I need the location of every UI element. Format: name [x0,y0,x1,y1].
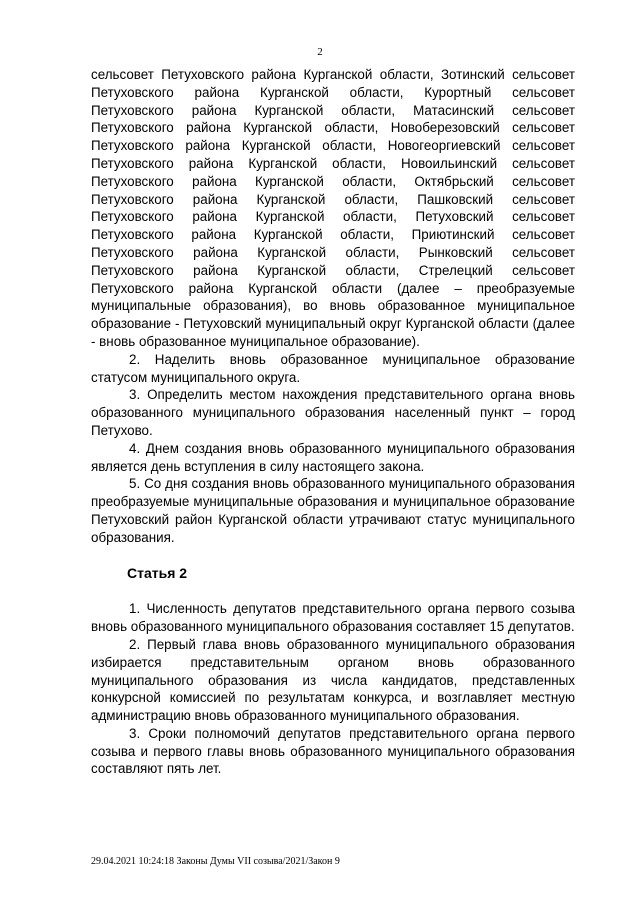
paragraph-item-3: 3. Определить местом нахождения представительного органа вновь образованного муниципального образования населенный пункт – город Петухово. [91,387,575,438]
paragraph-item-4: 4. Днем создания вновь образованного муниципального образования является день вступления в силу настоящего закона. [91,440,575,474]
article2-item-2: 2. Первый глава вновь образованного муниципального образования избирается представительным органом вновь образованного муниципального образования из числа кандидатов, представленных конкурсной комиссией по результатам конкурса, и возглавляет местную администрацию вновь образованного муниципального образования. [91,636,575,724]
article2-item-1: 1. Численность депутатов представительного органа первого созыва вновь образованного муниципального образования составляет 15 депутатов. [91,601,575,635]
document-body [91,66,575,778]
document-footer: 29.04.2021 10:24:18 Законы Думы VII созыва/2021/Закон 9 [91,856,340,867]
article2-item-3: 3. Сроки полномочий депутатов представительного органа первого созыва и первого главы вновь образованного муниципального образования составляют пять лет. [91,725,575,777]
paragraph-continuation: сельсовет Петуховского района Курганской области, Зотинский сельсовет Петуховского района Курганской области, Курортный сельсовет Петуховского района Курганской области, Матасинский сельсовет Петуховского района Курганской области, Новоберезовский сельсовет Петуховского района Курганской области, Новогеоргиевский сельсовет Петуховского района Курганской области, Новоильинский сельсовет Петуховского района Курганской области, Октябрьский сельсовет Петуховского района Курганской области, Пашковский сельсовет Петуховского района Курганской области, Петуховский сельсовет Петуховского района Курганской области, Приютинский сельсовет Петуховского района Курганской области, Рынковский сельсовет Петуховского района Курганской области, Стрелецкий сельсовет Петуховского района Курганской области (далее – преобразуемые муниципальные образования), во вновь образованное муниципальное образование - Петуховский муниципальный округ Курганской области (далее - вновь образованное муниципальное образование). [91,67,575,349]
article-heading: Статья 2 [127,564,188,581]
paragraph-item-5: 5. Со дня создания вновь образованного муниципального образования преобразуемые муниципальные образования и муниципальное образование Петуховский район Курганской области утрачивают статус муниципального образования. [91,476,575,545]
paragraph-item-2: 2. Наделить вновь образованное муниципальное образование статусом муниципального округа. [91,351,575,385]
page-number: 2 [317,46,323,58]
